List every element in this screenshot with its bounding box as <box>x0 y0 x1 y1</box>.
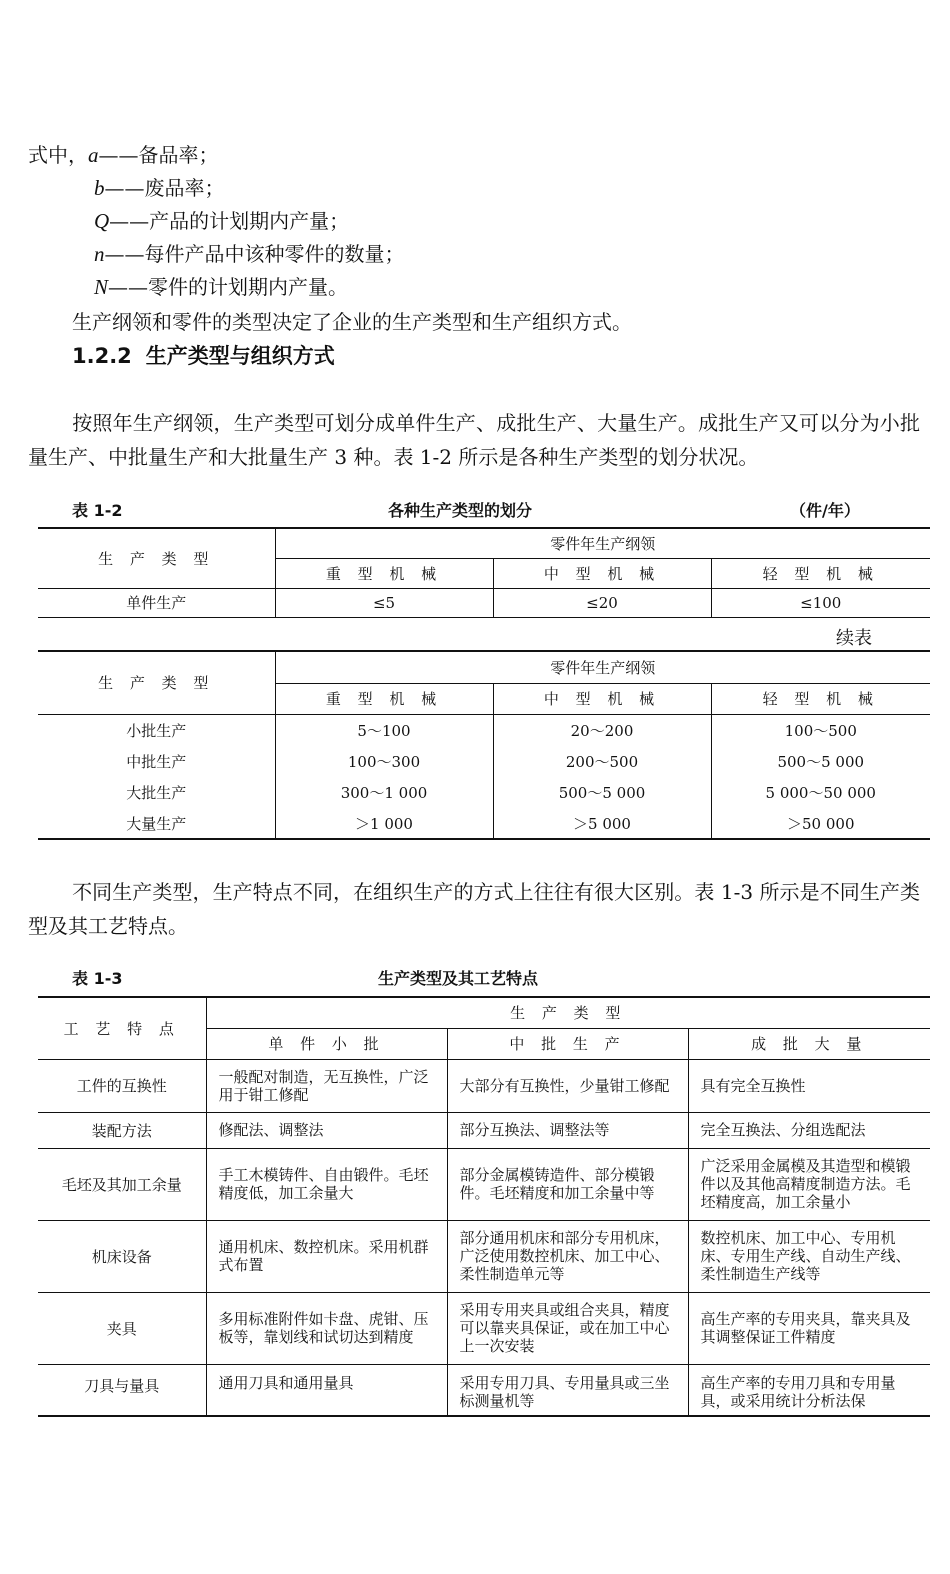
cell-value: 采用专用刀具、专用量具或三坐标测量机等 <box>447 1364 688 1416</box>
cell-feature: 工件的互换性 <box>38 1059 206 1112</box>
table-1-2-label: 表 1-2 <box>72 501 123 520</box>
cell-feature: 机床设备 <box>38 1220 206 1292</box>
cell-value: ≤20 <box>493 588 711 617</box>
header-light-machinery: 轻 型 机 械 <box>762 690 879 708</box>
cell-value: ≤5 <box>275 588 493 617</box>
header-annual-output: 零件年生产纲领 <box>275 651 930 683</box>
table-row <box>38 808 930 839</box>
cell-type: 中批生产 <box>38 746 275 777</box>
table-row <box>38 1059 930 1112</box>
table-row <box>38 746 930 777</box>
header-heavy-machinery: 重 型 机 械 <box>275 558 493 588</box>
cell-type: 大批生产 <box>38 777 275 808</box>
table-row <box>38 1292 930 1364</box>
variable-symbol: Q <box>94 209 110 233</box>
cell-value: 500～5 000 <box>493 777 711 808</box>
variable-description: ——备品率； <box>98 143 219 167</box>
header-production-type: 生 产 类 型 <box>206 997 930 1028</box>
cell-value: 通用刀具和通用量具 <box>206 1364 447 1416</box>
cell-value: 100～300 <box>275 746 493 777</box>
table-1-2-continued <box>38 650 930 840</box>
header-production-type: 生 产 类 型 <box>38 528 275 588</box>
cell-value: 部分金属模铸造件、部分模锻件。毛坯精度和加工余量中等 <box>447 1148 688 1220</box>
table-row <box>38 714 930 746</box>
cell-feature: 刀具与量具 <box>38 1364 206 1416</box>
header-heavy-machinery: 重 型 机 械 <box>275 683 493 714</box>
header-single-small-batch: 单 件 小 批 <box>206 1028 447 1059</box>
cell-value: ＞50 000 <box>787 814 855 833</box>
variable-description: ——产品的计划期内产量； <box>109 209 350 233</box>
variable-line-bigN <box>94 274 348 300</box>
cell-value: 完全互换法、分组选配法 <box>700 1121 866 1139</box>
cell-value: 具有完全互换性 <box>700 1076 806 1095</box>
cell-value: 大部分有互换性，少量钳工修配 <box>447 1059 688 1112</box>
cell-value: 200～500 <box>493 746 711 777</box>
table-row <box>38 777 930 808</box>
header-medium-machinery: 中 型 机 械 <box>493 558 711 588</box>
cell-value: 500～5 000 <box>777 753 865 771</box>
cell-value: 广泛采用金属模及其造型和模锻件以及其他高精度制造方法。毛坯精度高，加工余量小 <box>700 1157 911 1211</box>
variable-symbol: b <box>94 176 105 200</box>
cell-value: 20～200 <box>493 714 711 746</box>
variable-line-q <box>94 208 349 234</box>
header-medium-machinery: 中 型 机 械 <box>493 683 711 714</box>
table-1-2-title: 各种生产类型的划分 <box>388 501 533 520</box>
variable-line-n <box>94 241 405 267</box>
table-1-2-unit: （件/年） <box>790 501 860 520</box>
cell-type: 大量生产 <box>38 808 275 839</box>
header-annual-output: 零件年生产纲领 <box>275 528 930 558</box>
cell-value: 高生产率的专用刀具和专用量具，或采用统计分析法保 <box>700 1373 896 1410</box>
cell-value: ＞1 000 <box>275 808 493 839</box>
cell-feature: 毛坯及其加工余量 <box>38 1148 206 1220</box>
header-process-feature: 工 艺 特 点 <box>38 997 206 1059</box>
cell-value: 5 000～50 000 <box>765 784 876 802</box>
cell-value: 数控机床、加工中心、专用机床、专用生产线、自动生产线、柔性制造生产线等 <box>700 1229 911 1283</box>
paragraph-2-text: 不同生产类型，生产特点不同，在组织生产的方式上往往有很大区别。表 1-3 所示是不同生产类型及其工艺特点。 <box>28 880 920 938</box>
header-production-type: 生 产 类 型 <box>38 651 275 714</box>
variable-description: ——废品率； <box>104 176 225 200</box>
table-row <box>38 588 930 617</box>
section-heading <box>72 340 335 370</box>
cell-value: 一般配对制造，无互换性，广泛用于钳工修配 <box>206 1059 447 1112</box>
cell-value: 部分通用机床和部分专用机床，广泛使用数控机床、加工中心、柔性制造单元等 <box>447 1220 688 1292</box>
table-row <box>38 1148 930 1220</box>
paragraph-2 <box>28 875 920 943</box>
variable-prefix: 式中， <box>28 143 88 167</box>
cell-value: 多用标准附件如卡盘、虎钳、压板等，靠划线和试切达到精度 <box>206 1292 447 1364</box>
summary-sentence: 生产纲领和零件的类型决定了企业的生产类型和生产组织方式。 <box>72 310 632 334</box>
header-light-machinery: 轻 型 机 械 <box>762 564 879 583</box>
cell-value: 部分互换法、调整法等 <box>447 1112 688 1148</box>
table-1-3-label: 表 1-3 <box>72 969 123 988</box>
cell-value: 5～100 <box>275 714 493 746</box>
cell-value: 通用机床、数控机床。采用机群式布置 <box>206 1220 447 1292</box>
cell-feature: 装配方法 <box>38 1112 206 1148</box>
cell-type: 小批生产 <box>38 714 275 746</box>
cell-value: ≤100 <box>800 593 842 612</box>
section-title: 生产类型与组织方式 <box>145 344 335 368</box>
cell-value: ＞5 000 <box>493 808 711 839</box>
cell-value: 高生产率的专用夹具，靠夹具及其调整保证工件精度 <box>700 1310 911 1346</box>
variable-description: ——零件的计划期内产量。 <box>108 275 349 299</box>
variable-symbol: a <box>88 143 99 167</box>
table-row <box>38 1220 930 1292</box>
cell-value: 修配法、调整法 <box>206 1112 447 1148</box>
table-1-2 <box>38 527 930 618</box>
table-1-3 <box>38 996 930 1417</box>
paragraph-1 <box>28 406 920 474</box>
cell-value: 300～1 000 <box>275 777 493 808</box>
variable-symbol: n <box>94 242 105 266</box>
variable-description: ——每件产品中该种零件的数量； <box>104 242 405 266</box>
variable-line-a <box>28 142 219 168</box>
cell-feature: 夹具 <box>38 1292 206 1364</box>
section-number: 1.2.2 <box>72 344 132 368</box>
variable-line-b <box>94 175 225 201</box>
cell-value: 手工木模铸件、自由锻件。毛坯精度低，加工余量大 <box>206 1148 447 1220</box>
header-medium-batch: 中 批 生 产 <box>447 1028 688 1059</box>
continued-label: 续表 <box>836 628 872 649</box>
header-mass-production: 成 批 大 量 <box>751 1035 868 1053</box>
cell-value: 100～500 <box>784 721 857 740</box>
table-1-3-title: 生产类型及其工艺特点 <box>378 969 539 988</box>
cell-value: 采用专用夹具或组合夹具，精度可以靠夹具保证，或在加工中心上一次安装 <box>447 1292 688 1364</box>
paragraph-1-text: 按照年生产纲领，生产类型可划分成单件生产、成批生产、大量生产。成批生产又可以分为小批量生产、中批量生产和大批量生产 3 种。表 1-2 所示是各种生产类型的划分状况。 <box>28 411 920 469</box>
cell-type: 单件生产 <box>38 588 275 617</box>
table-row <box>38 1112 930 1148</box>
table-row <box>38 1364 930 1416</box>
variable-symbol: N <box>94 275 109 299</box>
